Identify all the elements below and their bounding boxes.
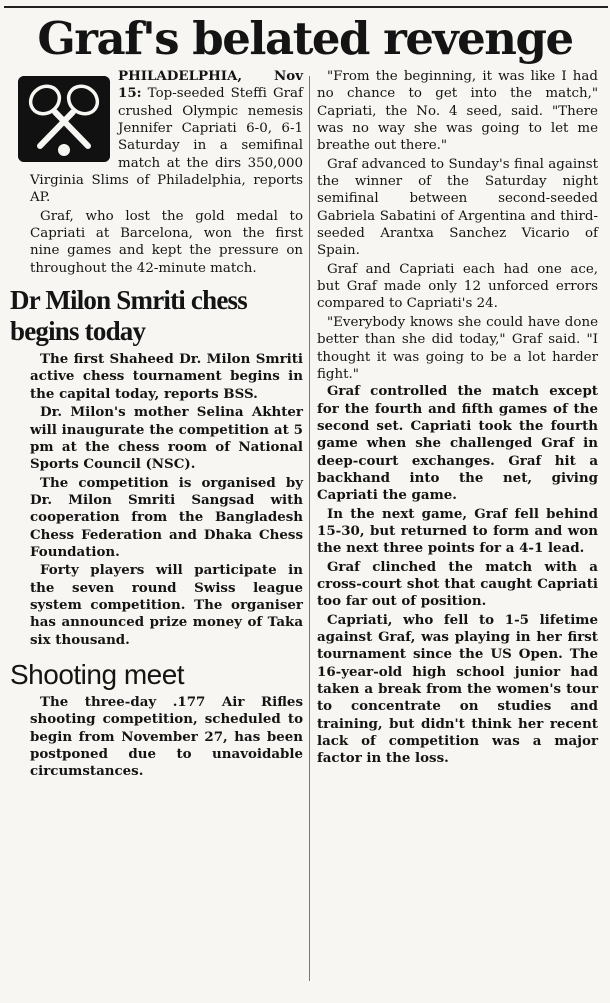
headline: Graf's belated revenge (37, 12, 573, 65)
chess-headline: Dr Milon Smriti chess begins today (10, 285, 247, 347)
left-column (10, 68, 303, 781)
chess-story (30, 351, 303, 649)
shooting-paragraph-1: The three-day .177 Air Rifles shooting competition, scheduled to begin from November 27, has been postponed due to unavoidable circumstances. (30, 693, 303, 780)
graf-paragraph-7: Graf controlled the match except for the fourth and fifth games of the second set. Capriati took the fourth game when she challenged Graf in deep-court exchanges. Graf hit a backhand into the net, giving Capriati the game. (317, 383, 598, 504)
graf-paragraph-3: "From the beginning, it was like I had no chance to get into the match," Capriati, the No. 4 seed, said. "There was no way she was going to let me breathe out there." (317, 69, 598, 154)
tennis-rackets-and-ball-icon (18, 76, 110, 162)
graf-lead-text: Top-seeded Steffi Graf crushed Olympic nemesis Jennifer Capriati 6-0, 6-1 Saturday in a semifinal match at the dirs 350,000 Virginia Slims of Philadelphia, reports AP. (30, 86, 303, 206)
chess-paragraph-2: Dr. Milon's mother Selina Akhter will inaugurate the competition at 5 pm at the chess room of National Sports Council (NSC). (30, 404, 303, 473)
graf-paragraph-5: Graf and Capriati each had one ace, but Graf made only 12 unforced errors compared to Capriati's 24. (317, 261, 598, 312)
dateline: PHILADELPHIA, Nov 15: (118, 68, 303, 102)
graf-story-bold (317, 383, 598, 768)
graf-paragraph-4: Graf advanced to Sunday's final against the winner of the Saturday night semifinal between second-seeded Gabriela Sabatini of Argentina and third-seeded Arantxa Sanchez Vicario of Spain. (317, 156, 598, 259)
shooting-story (30, 694, 303, 781)
graf-paragraph-9: Graf clinched the match with a cross-court shot that caught Capriati too far out of position. (317, 558, 598, 610)
graf-paragraph-2: Graf, who lost the gold medal to Capriati at Barcelona, won the first nine games and kept the pressure on throughout the 42-minute match. (30, 208, 303, 276)
chess-paragraph-3: The competition is organised by Dr. Milon Smriti Sangsad with cooperation from the Bangladesh Chess Federation and Dhaka Chess Foundation. (30, 474, 303, 560)
top-border (4, 6, 608, 8)
graf-paragraph-6: "Everybody knows she could have done better than she did today," Graf said. "I thought it was going to be a lot harder fight." (317, 314, 598, 382)
shooting-headline: Shooting meet (10, 658, 185, 690)
graf-paragraph-10: Capriati, who fell to 1-5 lifetime against Graf, was playing in her first tournament since the US Open. The 16-year-old high school junior had taken a break from the women's tour to concentrate on studies and training, but didn't think her recent lack of competition was a major factor in the loss. (317, 611, 598, 767)
right-column (317, 68, 598, 768)
column-divider (309, 76, 310, 981)
chess-paragraph-4: Forty players will participate in the seven round Swiss league system competition. The organiser has announced prize money of Taka six thousand. (30, 562, 303, 648)
graf-paragraph-8: In the next game, Graf fell behind 15-30, but returned to form and won the next three points for a 4-1 lead. (317, 505, 598, 557)
chess-paragraph-1: The first Shaheed Dr. Milon Smriti active chess tournament begins in the capital today, reports BSS. (30, 351, 303, 402)
